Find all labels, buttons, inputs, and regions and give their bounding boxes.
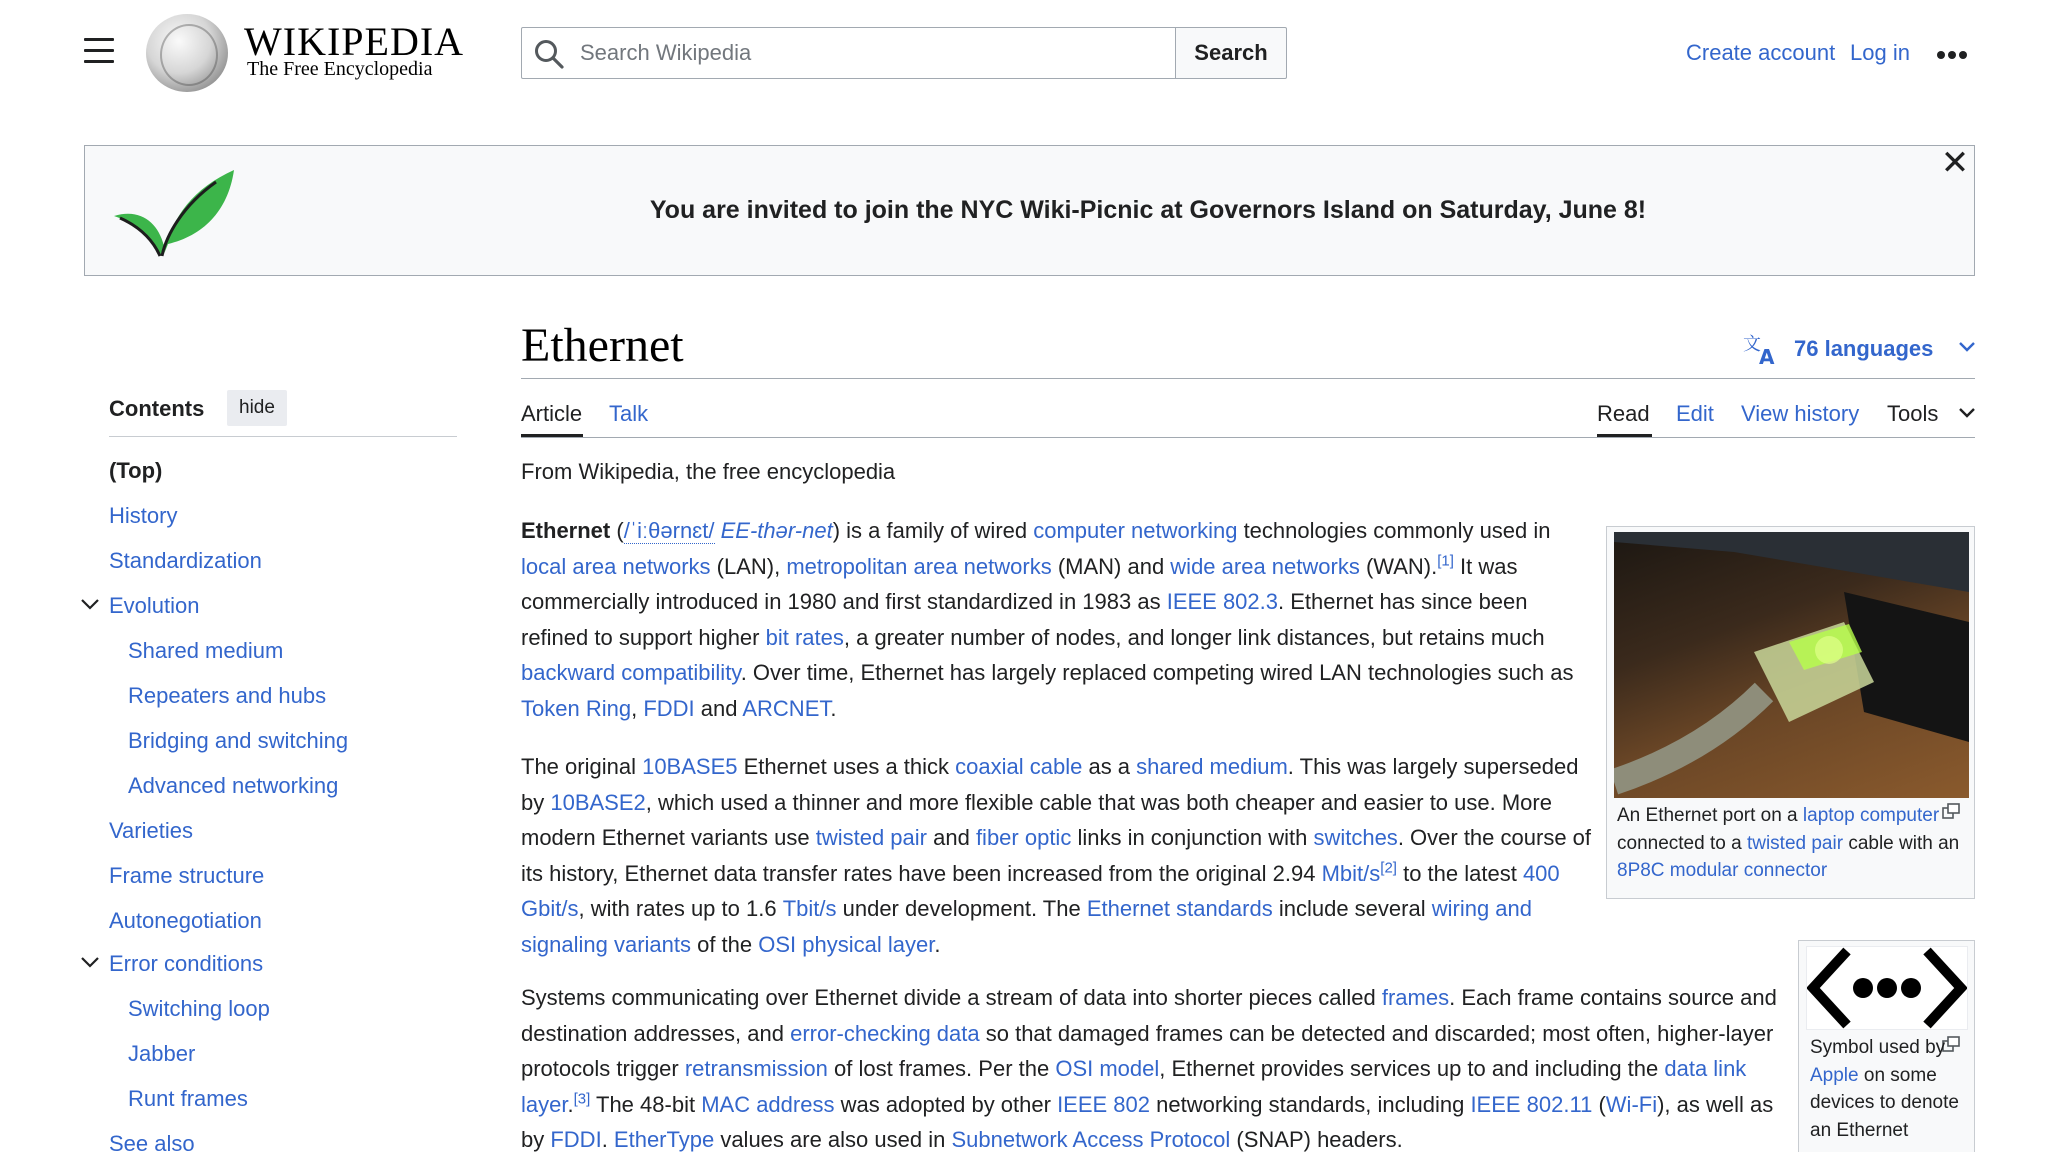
toc-item-top[interactable]: (Top) [109,458,163,483]
close-icon[interactable]: ✕ [1940,144,1970,182]
article-paragraph-2: The original 10BASE5 Ethernet uses a thick coaxial cable as a shared medium. This was largely superseded by 10BASE2, which used a thinner and more flexible cable that was both cheaper and easier to use. More modern Ethernet variants use twisted pair and fiber optic links in conjunction with switches. Over the course of its history, Ethernet data transfer rates have been increased from the original 2.94 Mbit/s[2] to the latest 400 Gbit/s, with rates up to 1.6 Tbit/s under development. The Ethernet standards include several wiring and signaling variants of the OSI physical layer. [521,754,1592,957]
caption-link-laptop[interactable]: laptop computer [1802,805,1940,826]
create-account-link[interactable]: Create account [1686,40,1836,65]
toc-item-jabber[interactable]: Jabber [128,1041,196,1066]
languages-button[interactable]: 76 languages [1794,336,1934,361]
symbol-caption: Symbol used by Apple on some devices to denote an Ethernet [1810,1037,1959,1141]
caption-link-twisted-pair[interactable]: twisted pair [1746,832,1844,854]
toc-divider [109,436,457,437]
chevron-down-icon[interactable] [80,955,100,969]
ethernet-symbol-icon[interactable] [1806,946,1968,1030]
toc-item-repeaters[interactable]: Repeaters and hubs [128,683,327,708]
wikipedia-wordmark[interactable]: WIKIPEDIA [244,19,465,64]
toc-item-bridging[interactable]: Bridging and switching [128,728,349,753]
toc-item-runt-frames[interactable]: Runt frames [128,1086,248,1111]
toc-item-standardization[interactable]: Standardization [109,548,262,573]
toc-item-autonegotiation[interactable]: Autonegotiation [109,908,262,933]
tabs-divider [521,437,1975,438]
toc-item-error-conditions[interactable]: Error conditions [109,951,264,976]
title-divider [521,378,1975,379]
main-menu-button[interactable] [84,38,114,66]
more-options-icon[interactable] [1937,46,1973,60]
chevron-down-icon[interactable] [80,597,100,611]
tools-menu[interactable]: Tools [1887,401,1939,426]
article-paragraph-3: Systems communicating over Ethernet divide a stream of data into shorter pieces called frames. Each frame contains source and destination addresses, and error-checking data so that damaged frames can be detected and discarded; most often, higher-layer protocols trigger retransmission of lost frames. Per the OSI model, Ethernet provides services up to and including the data link layer.[3] The 48-bit MAC address was adopted by other IEEE 802 networking standards, including IEEE 802.11 (Wi-Fi), as well as by FDDI. EtherType values are also used in Subnetwork Access Protocol (SNAP) headers. [521,985,1777,1152]
ethernet-port-photo[interactable] [1614,532,1969,798]
caption-link-8p8c[interactable]: 8P8C modular connector [1617,860,1828,881]
caption-link-apple[interactable]: Apple [1810,1064,1859,1086]
article-paragraph-1: Ethernet (/ˈiːθərnɛt/ EE-thər-net) is a family of wired computer networking technologies commonly used in local area networks (LAN), metropolitan area networks (MAN) and wide area networks (WAN).[1] It was commercially introduced in 1980 and first standardized in 1983 as IEEE 802.3. Ethernet has since been refined to support higher bit rates, a greater number of nodes, and longer link distances, but retains much backward compatibility. Over time, Ethernet has largely replaced competing wired LAN technologies such as Token Ring, FDDI and ARCNET. [521,518,1574,721]
toc-item-evolution[interactable]: Evolution [109,593,200,618]
toc-item-see-also[interactable]: See also [109,1131,195,1152]
image-caption: An Ethernet port on a laptop computer connected to a twisted pair cable with an 8P8C modular connector [1617,805,1960,881]
svg-text:A: A [1759,345,1775,366]
page-title: Ethernet [521,319,684,372]
chevron-down-icon[interactable] [1958,340,1976,354]
tab-article[interactable]: Article [521,401,583,426]
language-icon[interactable] [1743,332,1779,366]
tab-talk[interactable]: Talk [609,401,649,426]
log-in-link[interactable]: Log in [1850,40,1910,65]
toc-item-history[interactable]: History [109,503,178,528]
search-icon [533,38,565,70]
wikipedia-tagline: The Free Encyclopedia [247,58,433,80]
tagline-from: From Wikipedia, the free encyclopedia [521,459,896,484]
tab-read[interactable]: Read [1597,401,1650,426]
toc-item-shared-medium[interactable]: Shared medium [128,638,284,663]
toc-hide-button[interactable]: hide [227,390,287,426]
hamburger-icon [84,38,114,41]
wikipedia-globe-logo[interactable] [146,14,228,92]
banner-message: You are invited to join the NYC Wiki-Picnic at Governors Island on Saturday, June 8! [649,196,1647,224]
toc-item-advanced[interactable]: Advanced networking [128,773,339,798]
tab-view-history[interactable]: View history [1741,401,1860,426]
toc-item-frame-structure[interactable]: Frame structure [109,863,265,888]
toc-item-varieties[interactable]: Varieties [109,818,193,843]
svg-text:文: 文 [1743,334,1761,355]
search-input[interactable] [580,37,1160,69]
tab-edit[interactable]: Edit [1676,401,1714,426]
search-button[interactable]: Search [1175,27,1287,79]
toc-item-switching-loop[interactable]: Switching loop [128,996,270,1021]
chevron-down-icon[interactable] [1958,406,1976,420]
toc-title: Contents [109,396,205,421]
